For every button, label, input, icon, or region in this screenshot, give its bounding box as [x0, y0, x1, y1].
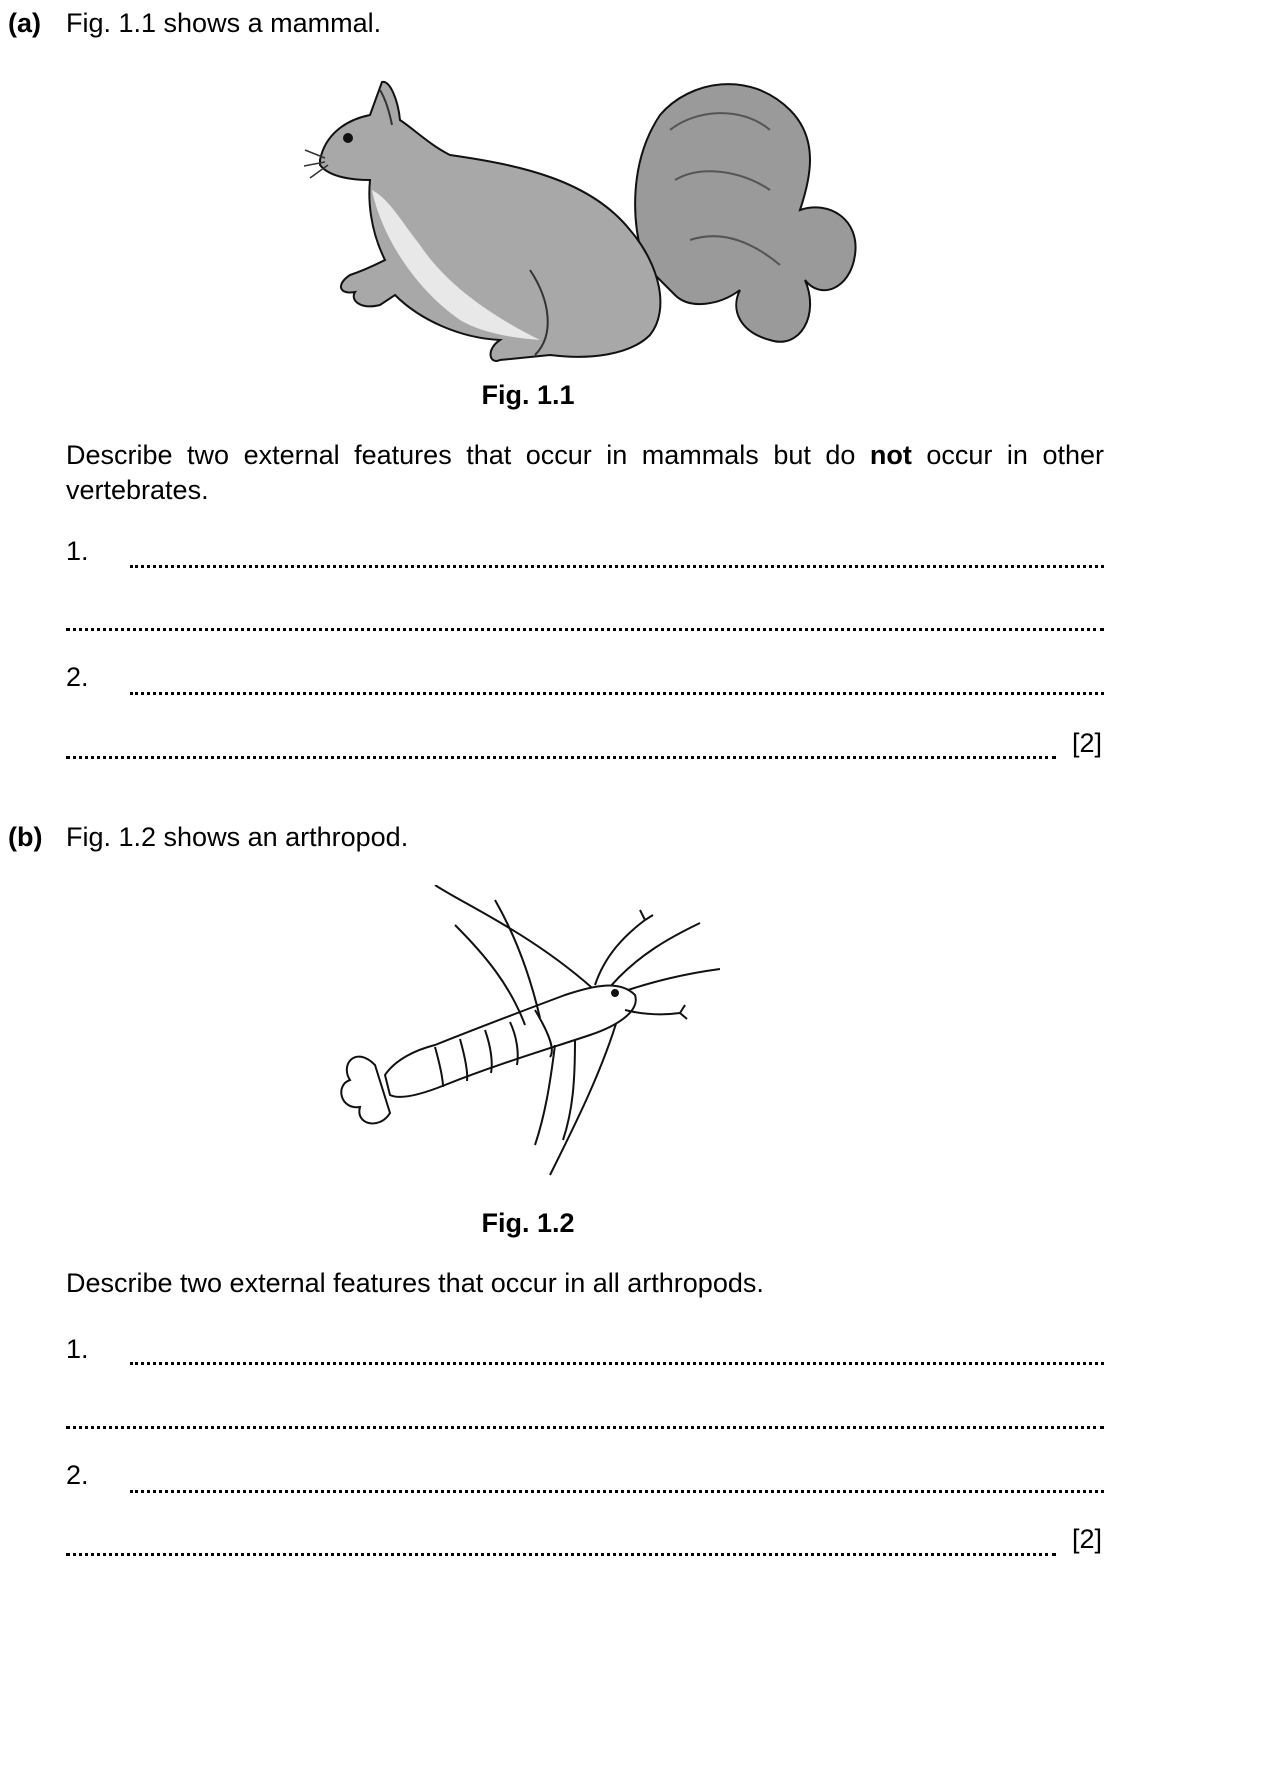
- squirrel-figure: [300, 70, 900, 400]
- answer-line-a-2[interactable]: [130, 692, 1104, 695]
- part-b-intro: Fig. 1.2 shows an arthropod.: [66, 822, 409, 852]
- answer-number: 1.: [66, 1334, 89, 1364]
- answer-number: 1.: [66, 536, 89, 566]
- answer-line-b-2[interactable]: [130, 1490, 1104, 1493]
- part-a-intro: Fig. 1.1 shows a mammal.: [66, 8, 382, 38]
- squirrel-tail: [635, 84, 855, 342]
- squirrel-eye: [343, 133, 353, 143]
- prawn-antenna: [435, 885, 600, 995]
- answer-line-a-2-cont[interactable]: [66, 756, 1056, 759]
- figure-1-1-caption: Fig. 1.1: [481, 380, 575, 410]
- part-a-question: Describe two external features that occur in mammals but do not occur in other vertebrates.: [66, 440, 1104, 505]
- figure-1-2-caption: Fig. 1.2: [481, 1208, 575, 1238]
- answer-line-b-1[interactable]: [130, 1362, 1104, 1365]
- part-b-question: Describe two external features that occur in all arthropods.: [66, 1268, 764, 1298]
- answer-line-a-1-cont[interactable]: [66, 628, 1104, 631]
- prawn-figure: [335, 885, 755, 1185]
- part-b-label: (b): [8, 822, 43, 852]
- part-a-label: (a): [8, 8, 41, 38]
- answer-line-a-1[interactable]: [130, 565, 1104, 568]
- marks-b: [2]: [1072, 1524, 1103, 1554]
- answer-line-b-2-cont[interactable]: [66, 1553, 1056, 1556]
- marks-a: [2]: [1072, 728, 1103, 758]
- answer-number: 2.: [66, 662, 89, 692]
- answer-line-b-1-cont[interactable]: [66, 1426, 1104, 1429]
- answer-number: 2.: [66, 1460, 89, 1490]
